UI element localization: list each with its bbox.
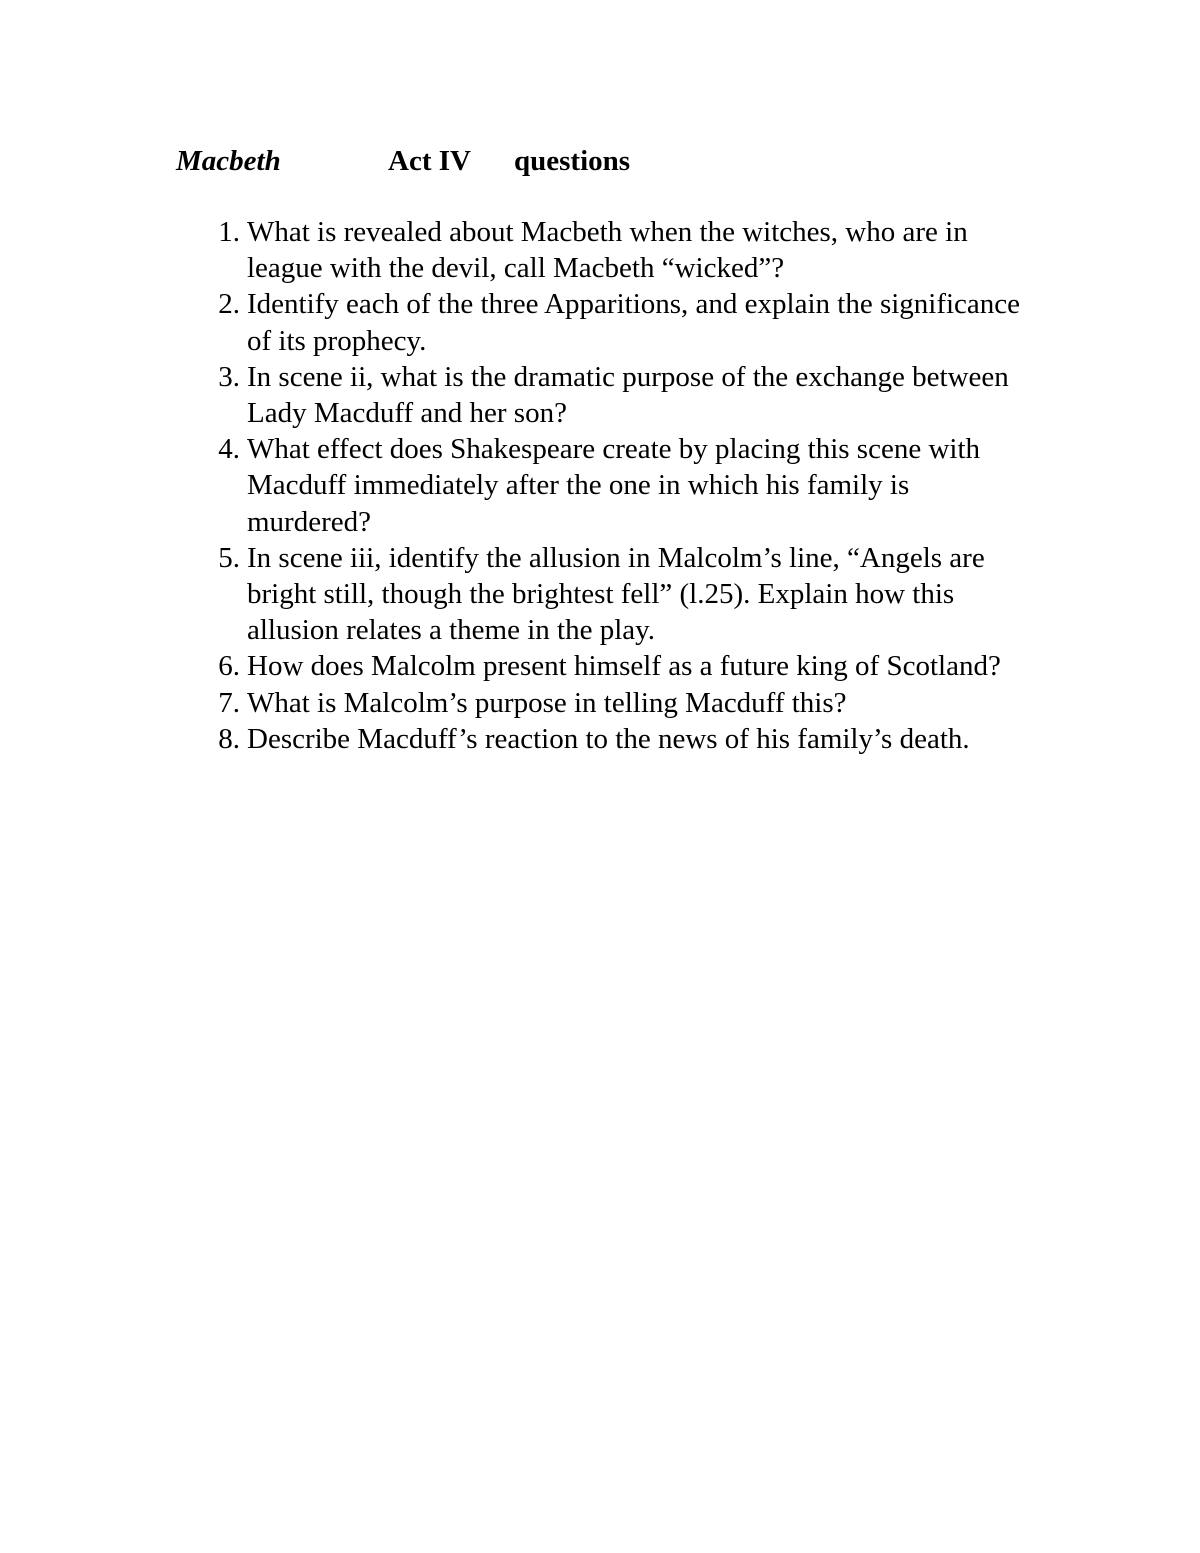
question-text: In scene iii, identify the allusion in Malcolm’s line, “Angels are bright still, though the brightest fell” (l.25). Explain how this allusion relates a theme in the play. <box>247 541 985 647</box>
question-number: 6. <box>218 650 240 683</box>
questions-label: questions <box>514 145 631 177</box>
question-text: Identify each of the three Apparitions, and explain the significance of its prophecy. <box>247 288 1021 357</box>
question-list <box>206 214 1036 757</box>
question-item <box>206 359 1036 431</box>
question-number: 7. <box>218 686 240 719</box>
question-item <box>206 721 1036 757</box>
play-title: Macbeth <box>176 145 281 177</box>
question-number: 4. <box>218 433 240 466</box>
question-item <box>206 648 1036 684</box>
act-label: Act IV <box>388 145 471 177</box>
question-text: What effect does Shakespeare create by placing this scene with Macduff immediately after the one in which his family is murdered? <box>247 433 981 538</box>
question-text: How does Malcolm present himself as a future king of Scotland? <box>247 650 1001 683</box>
question-number: 1. <box>218 216 240 248</box>
question-text: What is Malcolm’s purpose in telling Macduff this? <box>247 686 847 719</box>
question-text: In scene ii, what is the dramatic purpose of the exchange between Lady Macduff and her son? <box>247 360 1009 430</box>
question-item <box>206 286 1036 358</box>
worksheet-heading <box>176 143 630 179</box>
question-item <box>206 214 1036 286</box>
question-text: What is revealed about Macbeth when the witches, who are in league with the devil, call Macbeth “wicked”? <box>247 216 968 285</box>
question-item <box>206 540 1036 649</box>
question-item <box>206 431 1036 540</box>
question-number: 5. <box>218 541 240 574</box>
question-number: 3. <box>218 360 240 393</box>
question-item <box>206 685 1036 721</box>
question-number: 8. <box>218 722 240 755</box>
question-number: 2. <box>218 288 240 321</box>
question-text: Describe Macduff’s reaction to the news of his family’s death. <box>247 722 970 755</box>
